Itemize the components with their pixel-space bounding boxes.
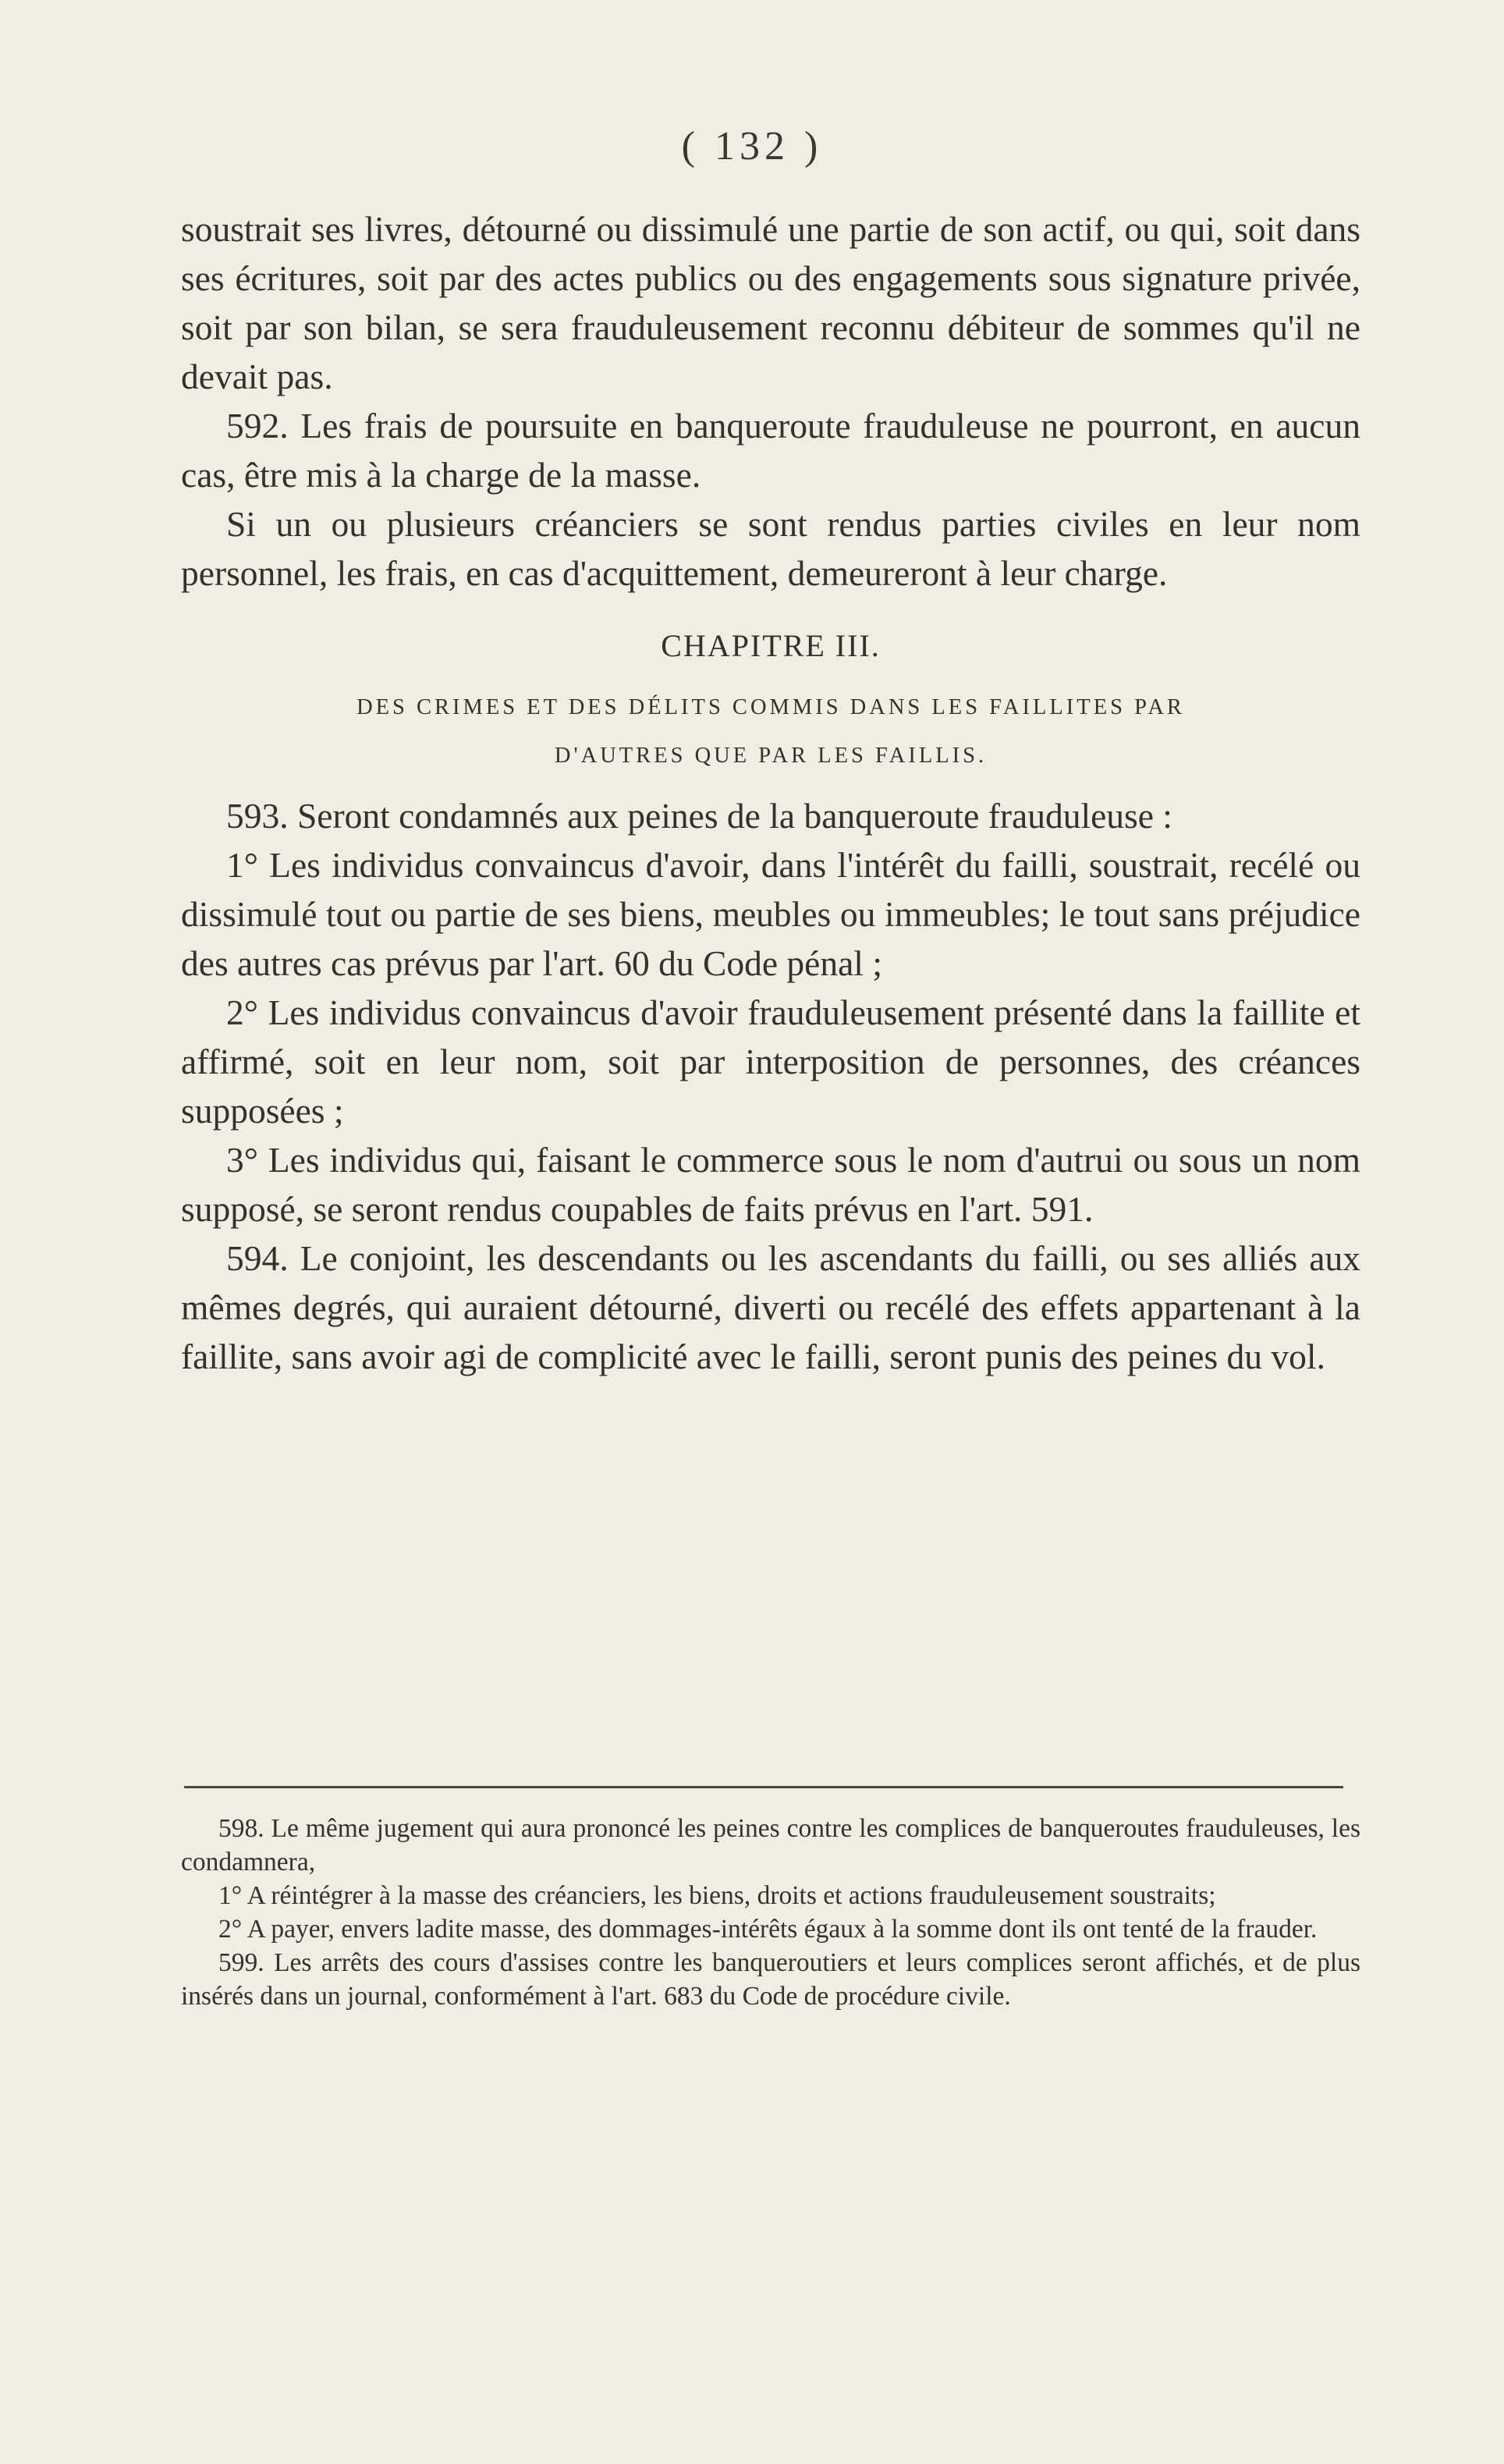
article-592: 592. Les frais de poursuite en banqueroute frauduleuse ne pourront, en aucun cas, être mis à la charge de la masse.: [181, 406, 1360, 495]
footnote-divider: [184, 1786, 1343, 1788]
article-593-item-2: 2° Les individus convaincus d'avoir frauduleusement présenté dans la faillite et affirmé, soit en leur nom, soit par interposition de personnes, des créances supposées ;: [181, 992, 1360, 1131]
section-heading-line-1: DES CRIMES ET DES DÉLITS COMMIS DANS LES FAILLITES PAR: [356, 695, 1185, 719]
article-593-item-1: 1° Les individus convaincus d'avoir, dans l'intérêt du failli, soustrait, recélé ou dissimulé tout ou partie de ses biens, meubles ou immeubles; le tout sans préjudice des autres cas prévus par l'art. 60 du Code pénal ;: [181, 845, 1360, 983]
paragraph-parties-civiles: Si un ou plusieurs créanciers se sont rendus parties civiles en leur nom personnel, les frais, en cas d'acquittement, demeureront à leur charge.: [181, 504, 1360, 593]
footnote-article-598-item-2: 2° A payer, envers ladite masse, des dommages-intérêts égaux à la somme dont ils ont tenté de la frauder.: [218, 1915, 1318, 1944]
article-594: 594. Le conjoint, les descendants ou les ascendants du failli, ou ses alliés aux mêmes degrés, qui auraient détourné, diverti ou recélé des effets appartenant à la faillite, sans avoir agi de complicité avec le failli, seront punis des peines du vol.: [181, 1238, 1360, 1376]
article-593-item-3: 3° Les individus qui, faisant le commerce sous le nom d'autrui ou sous un nom supposé, se seront rendus coupables de faits prévus en l'art. 591.: [181, 1140, 1360, 1229]
footnote-article-598-item-1: 1° A réintégrer à la masse des créanciers, les biens, droits et actions frauduleusement soustraits;: [218, 1881, 1216, 1910]
footnotes: [181, 1812, 1360, 2013]
article-593: 593. Seront condamnés aux peines de la banqueroute frauduleuse :: [226, 796, 1172, 836]
footnote-article-599: 599. Les arrêts des cours d'assises contre les banqueroutiers et leurs complices seront affichés, et de plus insérés dans un journal, conformément à l'art. 683 du Code de procédure civile.: [181, 1948, 1360, 2011]
page-number: ( 132 ): [681, 124, 823, 169]
main-text: [181, 204, 1360, 1381]
section-heading-line-2: D'AUTRES QUE PAR LES FAILLIS.: [554, 744, 988, 768]
paragraph-continuation: soustrait ses livres, détourné ou dissimulé une partie de son actif, ou qui, soit dans ses écritures, soit par des actes publics ou des engagements sous signature privée, soit par son bilan, se sera frauduleusement reconnu débiteur de sommes qu'il ne devait pas.: [181, 209, 1360, 396]
chapter-title: CHAPITRE III.: [661, 628, 881, 663]
section-heading: [181, 683, 1360, 780]
footnote-article-598: 598. Le même jugement qui aura prononcé les peines contre les complices de banqueroutes frauduleuses, les condamnera,: [181, 1814, 1360, 1876]
